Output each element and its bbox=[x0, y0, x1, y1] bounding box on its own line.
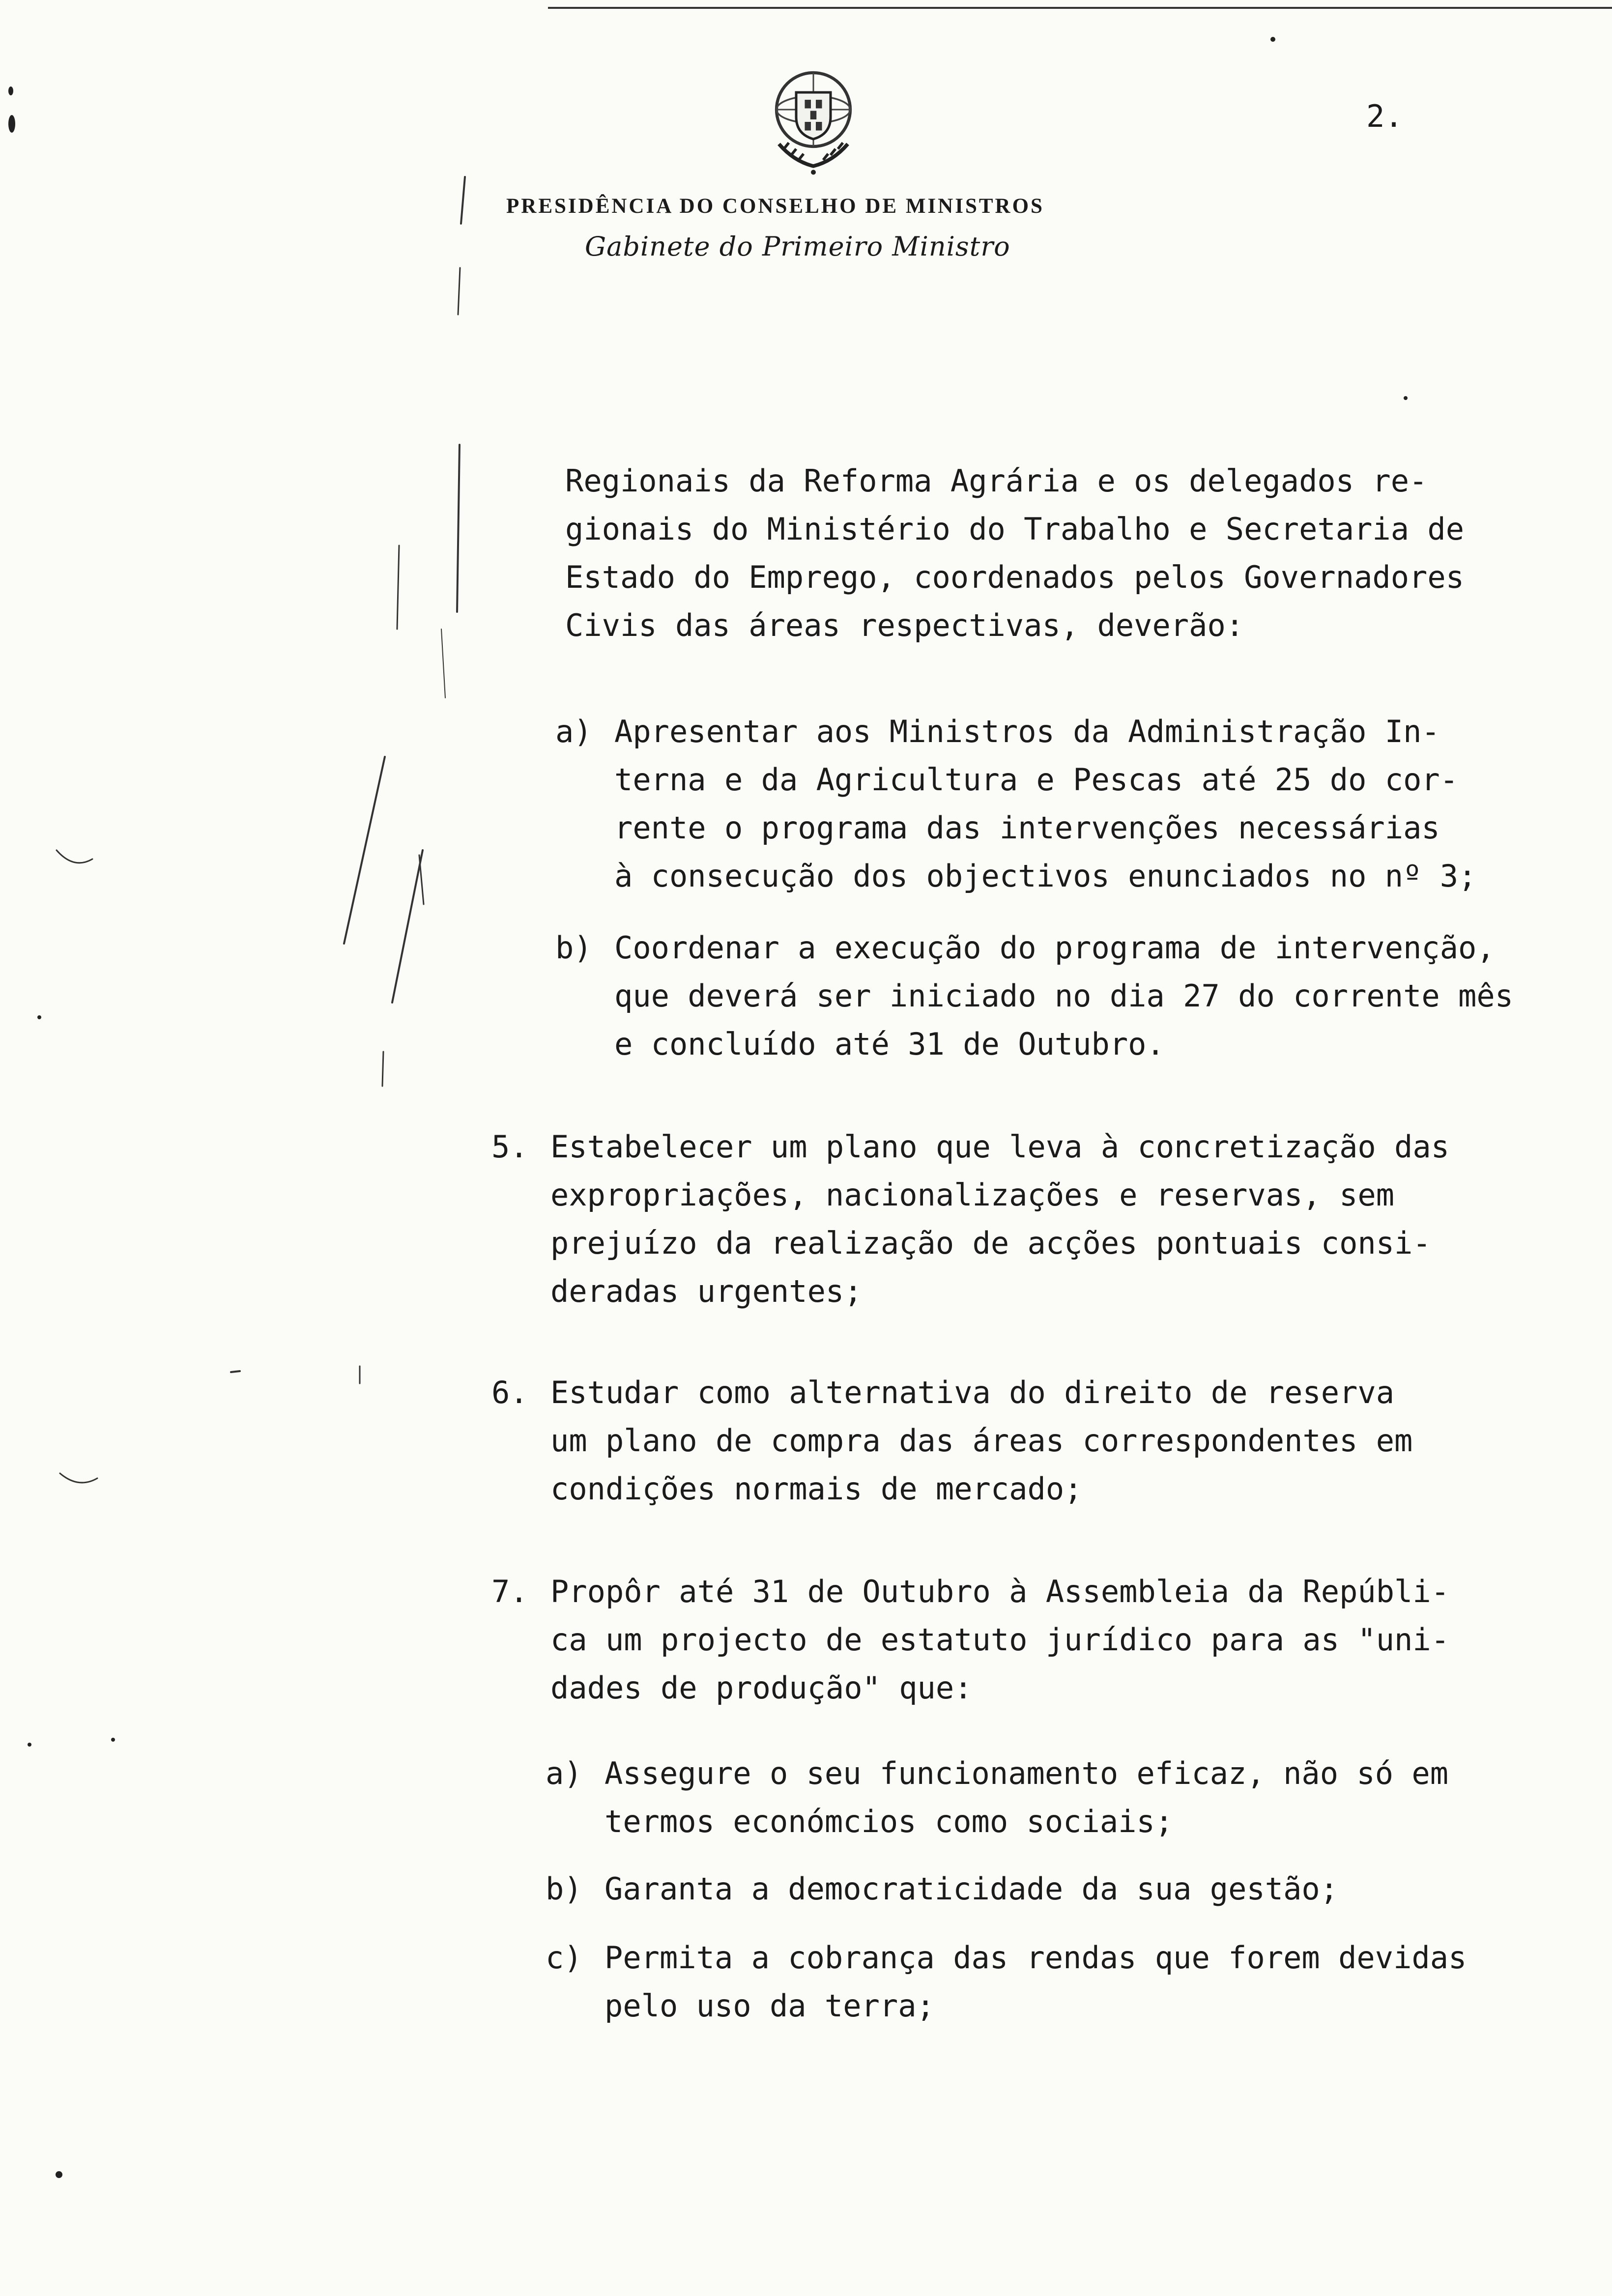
text-line: Regionais da Reforma Agrária e os delegados re- bbox=[565, 463, 1428, 499]
text-line: expropriações, nacionalizações e reservas, sem bbox=[550, 1177, 1395, 1213]
point-6-number: 6. bbox=[491, 1375, 528, 1410]
office-title: PRESIDÊNCIA DO CONSELHO DE MINISTROS bbox=[506, 195, 1044, 218]
point-7-item-a-marker: a) bbox=[546, 1755, 582, 1791]
intro-item-b-text bbox=[614, 924, 1513, 1068]
point-5-number: 5. bbox=[491, 1129, 528, 1165]
point-7-item-c-marker: c) bbox=[546, 1940, 582, 1976]
point-7-item-a-text bbox=[604, 1750, 1448, 1846]
page-number: 2. bbox=[1366, 98, 1403, 134]
text-line: Estudar como alternativa do direito de reserva bbox=[550, 1375, 1395, 1410]
text-line: Estado do Emprego, coordenados pelos Governadores bbox=[565, 559, 1465, 595]
text-line: Permita a cobrança das rendas que forem devidas bbox=[604, 1940, 1467, 1976]
text-line: pelo uso da terra; bbox=[604, 1988, 935, 2024]
text-line: terna e da Agricultura e Pescas até 25 do cor- bbox=[614, 762, 1459, 798]
text-line: dades de produção" que: bbox=[550, 1670, 973, 1706]
text-line: à consecução dos objectivos enunciados no nº 3; bbox=[614, 858, 1477, 894]
text-line: Garanta a democraticidade da sua gestão; bbox=[604, 1871, 1339, 1907]
text-line: rente o programa das intervenções necessárias bbox=[614, 810, 1440, 846]
point-7-item-b-marker: b) bbox=[546, 1871, 582, 1907]
text-line: termos económcios como sociais; bbox=[604, 1804, 1174, 1839]
point-7-number: 7. bbox=[491, 1574, 528, 1609]
point-7-item-b-text bbox=[604, 1865, 1338, 1913]
text-line: que deverá ser iniciado no dia 27 do corrente mês bbox=[614, 978, 1514, 1014]
text-line: deradas urgentes; bbox=[550, 1273, 863, 1309]
text-line: Apresentar aos Ministros da Administração In- bbox=[614, 714, 1440, 749]
text-line: Coordenar a execução do programa de intervenção, bbox=[614, 930, 1495, 966]
text-line: Assegure o seu funcionamento eficaz, não só em bbox=[604, 1755, 1449, 1791]
text-line: um plano de compra das áreas correspondentes em bbox=[550, 1423, 1413, 1459]
text-line: Estabelecer um plano que leva à concretização das bbox=[550, 1129, 1450, 1165]
point-5-text bbox=[550, 1123, 1449, 1316]
text-line: ca um projecto de estatuto jurídico para as "uni- bbox=[550, 1622, 1450, 1658]
intro-item-a-marker: a) bbox=[555, 714, 592, 749]
text-line: gionais do Ministério do Trabalho e Secretaria de bbox=[565, 511, 1465, 547]
text-line: Civis das áreas respectivas, deverão: bbox=[565, 607, 1244, 643]
text-line: e concluído até 31 de Outubro. bbox=[614, 1026, 1165, 1062]
point-6-text bbox=[550, 1369, 1412, 1513]
text-line: condições normais de mercado; bbox=[550, 1471, 1083, 1507]
text-line: Propôr até 31 de Outubro à Assembleia da Repúbli- bbox=[550, 1574, 1450, 1609]
point-7-item-c-text bbox=[604, 1934, 1467, 2030]
office-subtitle: Gabinete do Primeiro Ministro bbox=[585, 231, 1010, 262]
point-7-text bbox=[550, 1568, 1449, 1712]
intro-item-a-text bbox=[614, 708, 1476, 900]
text-line: prejuízo da realização de acções pontuais consi- bbox=[550, 1225, 1431, 1261]
intro-item-b-marker: b) bbox=[555, 930, 592, 966]
intro-paragraph bbox=[565, 457, 1464, 650]
